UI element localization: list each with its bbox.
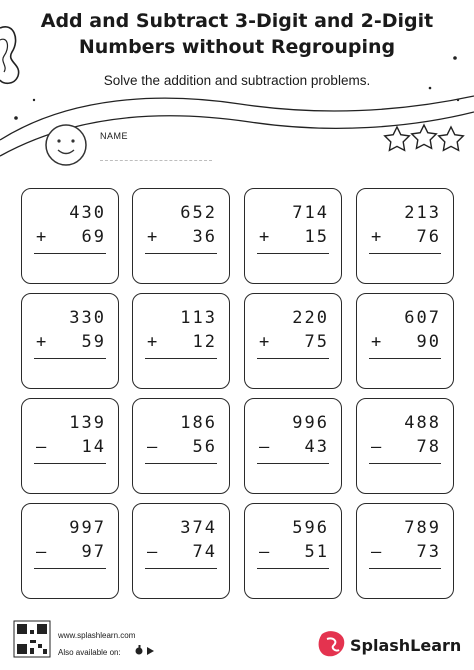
operator-sign: + [147,227,158,247]
top-number: 652 [180,203,217,223]
top-number: 113 [180,308,217,328]
bottom-number: 59 [81,332,106,352]
problem-card[interactable] [356,398,454,494]
top-number: 596 [292,518,329,538]
top-number: 374 [180,518,217,538]
problem-card[interactable] [244,503,342,599]
problem-card[interactable] [132,503,230,599]
operator-sign: – [36,542,47,562]
problem-card[interactable] [356,293,454,389]
bottom-number: 90 [416,332,441,352]
operator-sign: – [36,437,47,457]
title-line-2: Numbers without Regrouping [78,36,396,58]
operator-sign: + [371,332,382,352]
answer-line [257,253,329,254]
top-number: 997 [69,518,106,538]
answer-line [34,568,106,569]
bottom-number: 75 [304,332,329,352]
answer-line [369,568,441,569]
problem-card[interactable] [356,503,454,599]
top-number: 488 [404,413,441,433]
bottom-number: 78 [416,437,441,457]
top-number: 607 [404,308,441,328]
top-number: 789 [404,518,441,538]
answer-line [34,358,106,359]
operator-sign: + [36,332,47,352]
answer-line [257,463,329,464]
bottom-number: 15 [304,227,329,247]
answer-line [145,463,217,464]
brand-name: SplashLearn [350,636,462,655]
operator-sign: + [147,332,158,352]
operator-sign: – [371,542,382,562]
answer-line [369,358,441,359]
operator-sign: – [371,437,382,457]
bottom-number: 97 [81,542,106,562]
title-line-1: Add and Subtract 3-Digit and 2-Digit [40,10,434,32]
answer-line [257,568,329,569]
footer-url[interactable]: www.splashlearn.com [58,631,136,640]
bottom-number: 76 [416,227,441,247]
problem-card[interactable] [244,188,342,284]
answer-line [34,463,106,464]
operator-sign: – [147,437,158,457]
problem-card[interactable] [244,293,342,389]
answer-line [257,358,329,359]
bottom-number: 74 [192,542,217,562]
bottom-number: 73 [416,542,441,562]
bottom-number: 56 [192,437,217,457]
problem-card[interactable] [356,188,454,284]
answer-line [145,358,217,359]
bottom-number: 14 [81,437,106,457]
top-number: 220 [292,308,329,328]
bottom-number: 69 [81,227,106,247]
operator-sign: – [259,437,270,457]
footer-available-text: Also available on: [58,648,121,657]
top-number: 996 [292,413,329,433]
operator-sign: – [259,542,270,562]
top-number: 330 [69,308,106,328]
answer-line [369,253,441,254]
answer-line [34,253,106,254]
top-number: 186 [180,413,217,433]
top-number: 213 [404,203,441,223]
instructions-text: Solve the addition and subtraction problems. [103,73,371,88]
bottom-number: 12 [192,332,217,352]
problem-card[interactable] [132,398,230,494]
problem-card[interactable] [21,503,119,599]
problem-card[interactable] [21,398,119,494]
answer-line [145,568,217,569]
operator-sign: + [371,227,382,247]
top-number: 139 [69,413,106,433]
operator-sign: + [36,227,47,247]
operator-sign: + [259,332,270,352]
problem-card[interactable] [132,293,230,389]
top-number: 714 [292,203,329,223]
name-label: NAME [100,131,129,141]
operator-sign: – [147,542,158,562]
problem-card[interactable] [21,293,119,389]
operator-sign: + [259,227,270,247]
problem-card[interactable] [21,188,119,284]
answer-line [145,253,217,254]
bottom-number: 51 [304,542,329,562]
top-number: 430 [69,203,106,223]
bottom-number: 43 [304,437,329,457]
problem-card[interactable] [244,398,342,494]
problem-card[interactable] [132,188,230,284]
answer-line [369,463,441,464]
bottom-number: 36 [192,227,217,247]
